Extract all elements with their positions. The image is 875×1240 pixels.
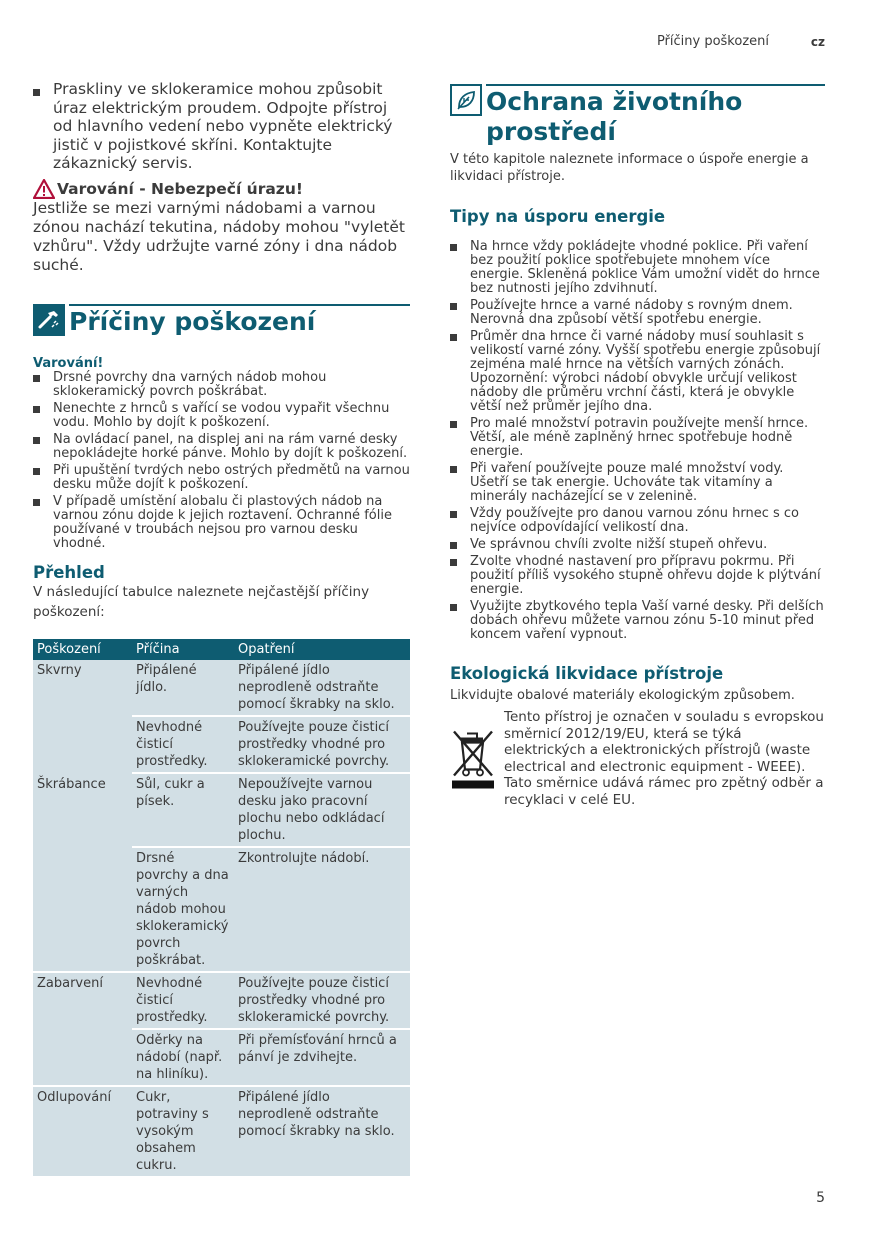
damage-cell: Odlupování [33, 1087, 132, 1176]
list-item: Drsné povrchy dna varných nádob mohou sklokeramický povrch poškrábat. [33, 371, 410, 399]
section-title: Příčiny poškození [69, 304, 410, 337]
damage-cell: Škrábance [33, 774, 132, 973]
overview-title: Přehled [33, 562, 105, 582]
list-item: Pro malé množství potravin používejte menší hrnce. Větší, ale méně zaplněný hrnec spotřebuje hodně energie. [450, 417, 825, 459]
damage-warning-list [33, 371, 410, 551]
electric-shock-list [33, 80, 410, 173]
cause-cell: Nevhodné čisticí prostředky. [132, 973, 234, 1030]
tips-title: Tipy na úsporu energie [450, 207, 666, 226]
weee-notice [450, 709, 825, 808]
header-section-title: Příčiny poškození [656, 34, 769, 49]
section-title: Ochrana životního prostředí [486, 84, 825, 147]
warning-title: Varování - Nebezpečí úrazu! [57, 179, 303, 198]
tips-list [450, 240, 825, 642]
disposal-text: Likvidujte obalové materiály ekologickým způsobem. [450, 688, 795, 703]
action-cell: Připálené jídlo neprodleně odstraňte pomocí škrabky na sklo. [234, 1087, 410, 1176]
weee-text: Tento přístroj je označen v souladu s evropskou směrnicí 2012/19/EU, která se týká elektrických a elektronických přístrojů (waste electrical and electronic equipment - WEEE). Tato směrnice udává rámec pro zpětný odběr a recyklaci v celé EU. [504, 709, 824, 808]
right-column [450, 84, 825, 808]
action-cell: Připálené jídlo neprodleně odstraňte pomocí škrabky na sklo. [234, 660, 410, 717]
list-item: V případě umístění alobalu či plastových nádob na varnou zónu dojde k jejich roztavení. Ochranné fólie používané v troubách nejsou pro varnou desku vhodné. [33, 495, 410, 551]
cause-cell: Sůl, cukr a písek. [132, 774, 234, 848]
page-number: 5 [816, 1190, 825, 1206]
table-row [33, 660, 410, 717]
damage-cell: Skvrny [33, 660, 132, 774]
action-cell: Zkontrolujte nádobí. [234, 848, 410, 973]
table-row [33, 774, 410, 848]
column-header: Poškození [33, 639, 132, 660]
left-column [33, 80, 410, 1176]
list-item: Zvolte vhodné nastavení pro přípravu pokrmu. Při použití příliš vysokého stupně ohřevu dojde k plýtvání energie. [450, 555, 825, 597]
cause-cell: Drsné povrchy a dna varných nádob mohou sklokeramický povrch poškrábat. [132, 848, 234, 973]
warning-heading [33, 179, 410, 199]
damage-table [33, 639, 410, 1176]
list-item: Při upuštění tvrdých nebo ostrých předmětů na varnou desku může dojít k poškození. [33, 464, 410, 492]
action-cell: Při přemísťování hrnců a pánví je zdvihejte. [234, 1030, 410, 1087]
crossed-bin-icon [450, 709, 496, 808]
cause-cell: Cukr, potraviny s vysokým obsahem cukru. [132, 1087, 234, 1176]
list-item: Používejte hrnce a varné nádoby s rovným dnem. Nerovná dna způsobí větší spotřebu energie. [450, 299, 825, 327]
warning-text: Jestliže se mezi varnými nádobami a varnou zónou nachází tekutina, nádoby mohou "vyletět vzhůru". Vždy udržujte varné zóny i dna nádob suché. [33, 198, 405, 274]
column-header: Opatření [234, 639, 410, 660]
column-header: Příčina [132, 639, 234, 660]
table-row [33, 973, 410, 1030]
action-cell: Používejte pouze čisticí prostředky vhodné pro sklokeramické povrchy. [234, 717, 410, 774]
list-item: Využijte zbytkového tepla Vaší varné desky. Při delších dobách ohřevu můžete varnou zónu 5-10 minut před koncem vaření vypnout. [450, 600, 825, 642]
action-cell: Používejte pouze čisticí prostředky vhodné pro sklokeramické povrchy. [234, 973, 410, 1030]
list-item: Při vaření používejte pouze malé množství vody. Ušetří se tak energie. Uchováte tak vitamíny a minerály nacházející se v zelenině. [450, 462, 825, 504]
cause-cell: Připálené jídlo. [132, 660, 234, 717]
warning2-title: Varování! [33, 355, 104, 371]
action-cell: Nepoužívejte varnou desku jako pracovní plochu nebo odkládací plochu. [234, 774, 410, 848]
hammer-icon [33, 304, 65, 336]
cause-cell: Oděrky na nádobí (např. na hliníku). [132, 1030, 234, 1087]
list-item: Nenechte z hrnců s vařící se vodou vypařit všechnu vodu. Mohlo by dojít k poškození. [33, 402, 410, 430]
section-heading-damage [33, 304, 410, 337]
environment-intro: V této kapitole naleznete informace o úspoře energie a likvidaci přístroje. [450, 152, 809, 184]
disposal-title: Ekologická likvidace přístroje [450, 664, 724, 683]
section-heading-environment [450, 84, 825, 147]
header-language: cz [810, 35, 825, 49]
table-row [33, 1087, 410, 1176]
list-item: Praskliny ve sklokeramice mohou způsobit úraz elektrickým proudem. Odpojte přístroj od hlavního vedení nebo vypněte elektrický jistič v pojistkové skříni. Kontaktujte zákaznický servis. [33, 80, 410, 173]
list-item: Vždy používejte pro danou varnou zónu hrnec s co nejvíce odpovídající velikostí dna. [450, 507, 825, 535]
cause-cell: Nevhodné čisticí prostředky. [132, 717, 234, 774]
table-header-row [33, 639, 410, 660]
damage-cell: Zabarvení [33, 973, 132, 1087]
leaf-icon [450, 84, 482, 116]
list-item: Průměr dna hrnce či varné nádoby musí souhlasit s velikostí varné zóny. Vyšší spotřebu energie způsobují zejména malé hrnce na větších varných zónách. Upozornění: výrobci nádobí obvykle určují velikost nádoby dle průměru vrchní části, která je obvykle větší než průměr jejího dna. [450, 330, 825, 414]
warning-triangle-icon [33, 179, 55, 199]
overview-text: V následující tabulce naleznete nejčastější příčiny poškození: [33, 583, 370, 620]
list-item: Ve správnou chvíli zvolte nižší stupeň ohřevu. [450, 538, 825, 552]
list-item: Na hrnce vždy pokládejte vhodné poklice. Při vaření bez použití poklice spotřebujete mnohem více energie. Skleněná poklice Vám umožní vidět do hrnce bez nutnosti jejího zdvihnutí. [450, 240, 825, 296]
page-header [0, 34, 875, 54]
list-item: Na ovládací panel, na displej ani na rám varné desky nepokládejte horké pánve. Mohlo by dojít k poškození. [33, 433, 410, 461]
